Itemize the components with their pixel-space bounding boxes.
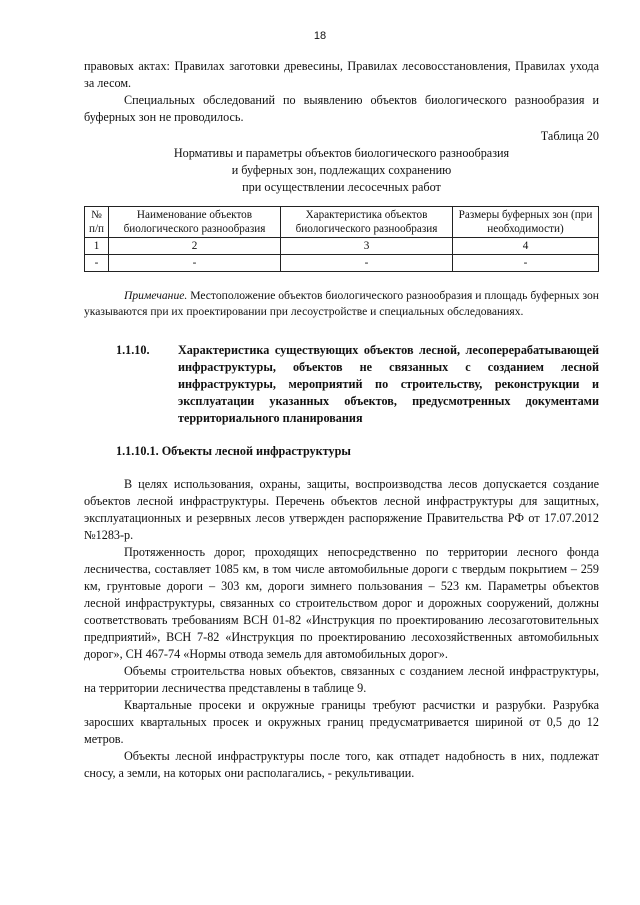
biodiversity-table <box>84 206 599 272</box>
table-cell: - <box>281 255 453 272</box>
table-title-line: при осуществлении лесосечных работ <box>242 180 441 194</box>
note-label: Примечание. <box>124 289 188 302</box>
header-cell: Характеристика объектов биологического разнообразия <box>281 207 453 238</box>
paragraph: В целях использования, охраны, защиты, воспроизводства лесов допускается создание объектов лесной инфраструктуры. Перечень объектов лесной инфраструктуры для защитных, эксплуатационных и резервных лесов утвержден распоряжение Правительства РФ от 17.07.2012 №1283-р. <box>84 477 599 542</box>
section-number: 1.1.10. <box>116 343 150 357</box>
subsection-heading <box>116 443 599 460</box>
page-number: 18 <box>313 30 327 42</box>
table-header-row <box>85 207 599 238</box>
table-row <box>85 255 599 272</box>
table-title-line: и буферных зон, подлежащих сохранению <box>231 163 452 177</box>
header-cell: Наименование объектов биологического разнообразия <box>109 207 281 238</box>
section-title: Характеристика существующих объектов лесной, лесоперерабатывающей инфраструктуры, объектов не связанных с созданием лесной инфраструктуры, мероприятий по строительству, реконструкции и эксплуатации указанных объектов, предусмотренных документами территориального планирования <box>178 343 599 425</box>
section-heading <box>84 342 599 427</box>
paragraph-special-surveys: Специальных обследований по выявлению объектов биологического разнообразия и буферных зон не проводилось. <box>84 93 599 124</box>
table-cell: 3 <box>281 238 453 255</box>
note-text: Местоположение объектов биологического разнообразия и площадь буферных зон указываются при их проектировании при лесоустройстве и специальных обследованиях. <box>84 289 599 318</box>
table-cell: - <box>85 255 109 272</box>
table-label: Таблица 20 <box>540 129 599 143</box>
subsection-title: 1.1.10.1. Объекты лесной инфраструктуры <box>116 444 351 458</box>
paragraph: Квартальные просеки и окружные границы требуют расчистки и разрубки. Разрубка заросших квартальных просек и окружных границ предусматривается шириной от 0,5 до 12 метров. <box>84 698 599 746</box>
table-title-line: Нормативы и параметры объектов биологического разнообразия <box>173 146 510 160</box>
page-content <box>84 58 599 782</box>
table-cell: - <box>109 255 281 272</box>
table-index-row <box>85 238 599 255</box>
header-cell: № п/п <box>85 207 109 238</box>
paragraph: Протяженность дорог, проходящих непосредственно по территории лесного фонда лесничества, составляет 1085 км, в том числе автомобильные дороги с твердым покрытием – 259 км, грунтовые дороги – 303 км, дороги зимнего пользования – 523 км. Параметры объектов лесной инфраструктуры, связанных со строительством дорог и дорожных сооружений, должны соответствовать требованиям ВСН 01-82 «Инструкция по проектированию лесозаготовительных предприятий», ВСН 7-82 «Инструкция по проектированию лесохозяйственных автомобильных дорог», СН 467-74 «Нормы отвода земель для автомобильных дорог». <box>84 545 599 661</box>
table-cell: 4 <box>453 238 599 255</box>
table-title <box>84 145 599 196</box>
table-cell: - <box>453 255 599 272</box>
table-cell: 2 <box>109 238 281 255</box>
table-cell: 1 <box>85 238 109 255</box>
table-note <box>84 288 599 320</box>
body-text <box>84 476 599 782</box>
paragraph: Объемы строительства новых объектов, связанных с созданием лесной инфраструктуры, на территории лесничества представлены в таблице 9. <box>84 664 599 695</box>
paragraph: Объекты лесной инфраструктуры после того, как отпадет надобность в них, подлежат сносу, а земли, на которых они располагались, - рекультивации. <box>84 749 599 780</box>
paragraph-continued: правовых актах: Правилах заготовки древесины, Правилах лесовосстановления, Правилах ухода за лесом. <box>84 59 599 90</box>
header-cell: Размеры буферных зон (при необходимости) <box>453 207 599 238</box>
